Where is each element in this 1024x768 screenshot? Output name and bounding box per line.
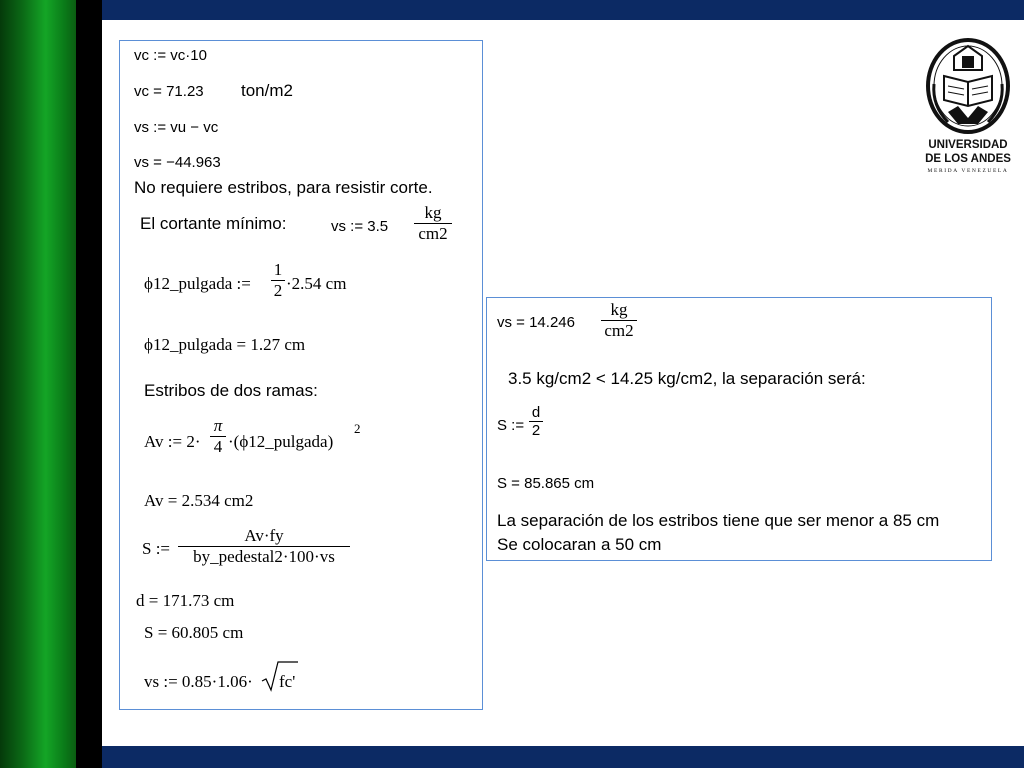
frac-s-formula: Av·fy by_pedestal2·100·vs — [178, 526, 350, 567]
eq-s-result: S = 60.805 cm — [144, 623, 244, 642]
frac-d-2: d 2 — [529, 404, 543, 439]
eq-d-result: d = 171.73 cm — [136, 591, 235, 610]
note-no-stirrups: No requiere estribos, para resistir corte. — [134, 178, 433, 197]
eq-vs-root-lhs: vs := 0.85·1.06· — [144, 672, 253, 691]
frac-one-half: 1 2 — [271, 260, 285, 301]
eq-vs-result: vs = −44.963 — [134, 154, 221, 171]
eq-phi-result: ϕ12_pulgada = 1.27 cm — [144, 335, 306, 354]
eq-vs-value: vs = 14.246 — [497, 314, 575, 331]
bottom-band — [102, 746, 1024, 768]
eq-vc-unit: ton/m2 — [241, 81, 293, 100]
university-logo — [918, 36, 1018, 176]
eq-vs-min: vs := 3.5 — [331, 218, 389, 235]
top-band — [102, 0, 1024, 20]
eq-av-result: Av = 2.534 cm2 — [144, 491, 254, 510]
comparison-text: 3.5 kg/cm2 < 14.25 kg/cm2, la separación será: — [508, 369, 866, 388]
eq-av-rhs: ·(ϕ12_pulgada) — [228, 432, 334, 451]
conclusion-line-2: Se colocaran a 50 cm — [497, 535, 662, 554]
conclusion-line-1: La separación de los estribos tiene que ser menor a 85 cm — [497, 511, 940, 530]
label-min-shear: El cortante mínimo: — [140, 214, 287, 233]
eq-s-half-result: S = 85.865 cm — [497, 475, 595, 492]
calc-box-right — [486, 297, 992, 561]
eq-av-lhs: Av := 2· — [144, 432, 201, 451]
eq-phi-rhs: ·2.54 cm — [286, 274, 347, 293]
frac-kg-cm2-right: kg cm2 — [601, 300, 637, 341]
label-two-legs: Estribos de dos ramas: — [144, 381, 318, 400]
eq-vc-result: vc = 71.23 — [134, 83, 204, 100]
eq-s-lhs: S := — [142, 539, 171, 558]
frac-pi-4: π 4 — [210, 416, 226, 457]
logo-line-2: DE LOS ANDES — [925, 153, 1011, 165]
eq-vs-root-rad: fc' — [279, 672, 296, 691]
eq-s-half-lhs: S := — [497, 417, 525, 434]
logo-line-3: MERIDA VENEZUELA — [927, 168, 1009, 174]
left-black-bar — [76, 0, 102, 768]
left-green-bar — [0, 0, 76, 768]
university-seal-icon — [918, 36, 1018, 138]
logo-line-1: UNIVERSIDAD — [928, 139, 1008, 151]
eq-av-exponent: 2 — [354, 421, 361, 436]
eq-phi-assign: ϕ12_pulgada := — [144, 274, 251, 293]
calc-box-left — [119, 40, 483, 710]
frac-kg-cm2: kg cm2 — [414, 203, 452, 244]
eq-vs-assign: vs := vu − vc — [134, 119, 219, 136]
eq-vc-assign: vc := vc·10 — [134, 47, 207, 64]
